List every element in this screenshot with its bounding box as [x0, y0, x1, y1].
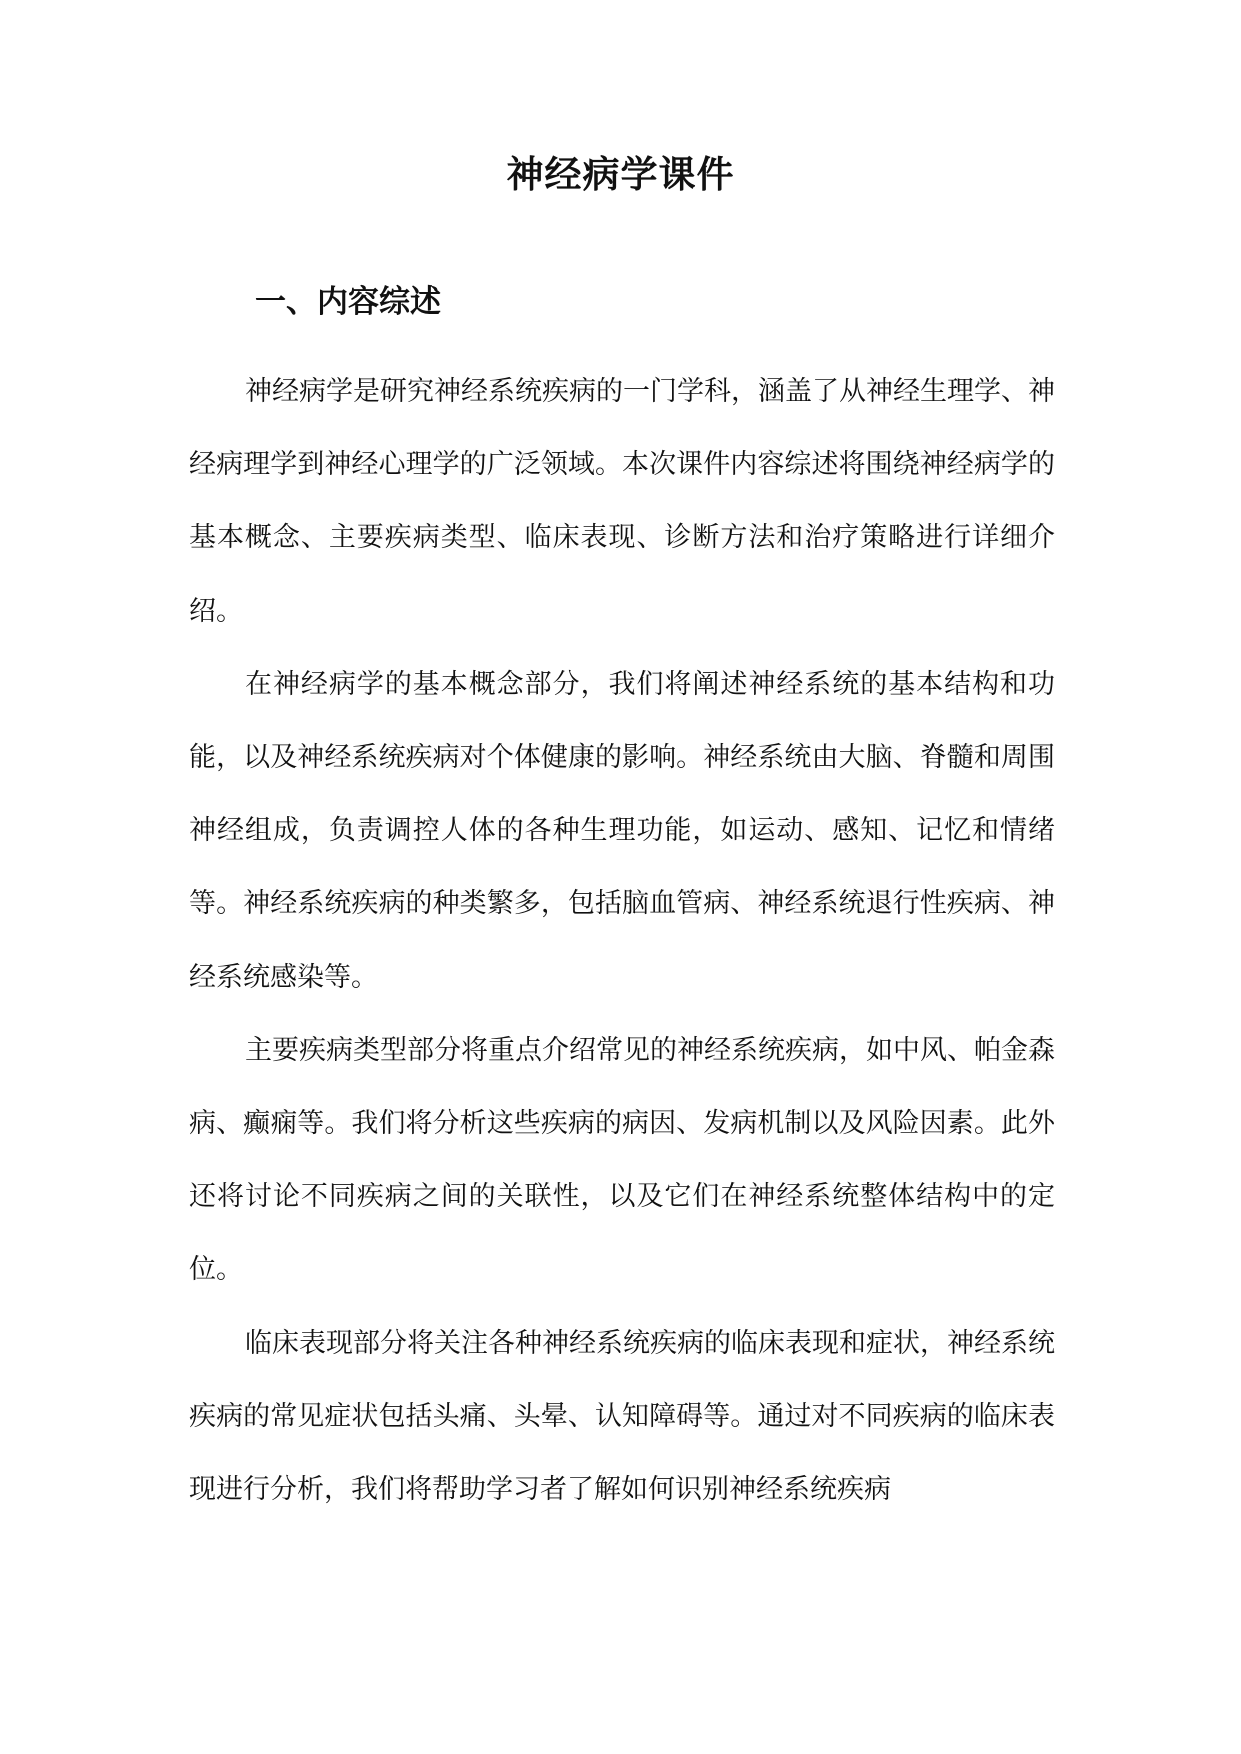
body-text [189, 355, 1055, 1526]
paragraph-basic-concepts: 在神经病学的基本概念部分，我们将阐述神经系统的基本结构和功能，以及神经系统疾病对个体健康的影响。神经系统由大脑、脊髓和周围神经组成，负责调控人体的各种生理功能，如运动、感知、记忆和情绪等。神经系统疾病的种类繁多，包括脑血管病、神经系统退行性疾病、神经系统感染等。 [189, 668, 1055, 993]
paragraph-disease-types: 主要疾病类型部分将重点介绍常见的神经系统疾病，如中风、帕金森病、癫痫等。我们将分析这些疾病的病因、发病机制以及风险因素。此外还将讨论不同疾病之间的关联性，以及它们在神经系统整体结构中的定位。 [189, 1034, 1055, 1286]
paragraph-clinical-manifestations: 临床表现部分将关注各种神经系统疾病的临床表现和症状，神经系统疾病的常见症状包括头痛、头晕、认知障碍等。通过对不同疾病的临床表现进行分析，我们将帮助学习者了解如何识别神经系统疾病 [189, 1327, 1055, 1506]
section-heading: 一、内容综述 [255, 284, 441, 320]
paragraph-overview: 神经病学是研究神经系统疾病的一门学科，涵盖了从神经生理学、神经病理学到神经心理学的广泛领域。本次课件内容综述将围绕神经病学的基本概念、主要疾病类型、临床表现、诊断方法和治疗策略进行详细介绍。 [189, 376, 1055, 627]
document-title: 神经病学课件 [506, 153, 735, 196]
